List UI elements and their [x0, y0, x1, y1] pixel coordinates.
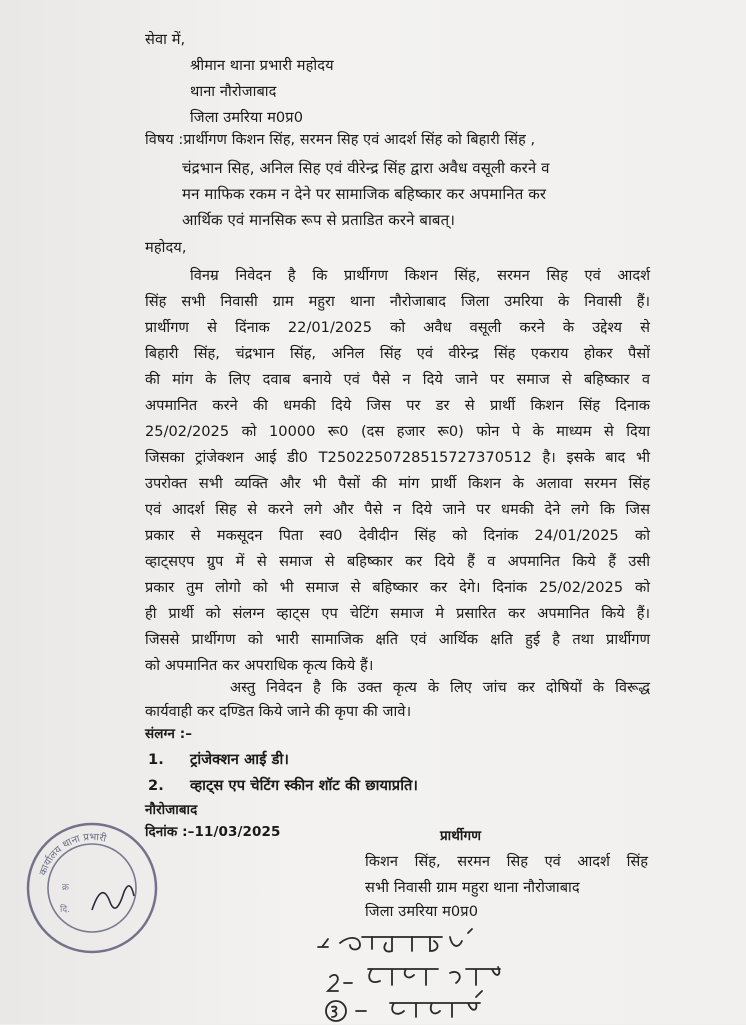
- applicants-line-3: जिला उमरिया म0प्र0: [365, 903, 479, 920]
- body-line: व्हाट्सएप ग्रुप में से समाज से बहिष्कार कर दिये हैं व अपमानित किये हैं उसी: [145, 553, 650, 570]
- applicants-heading: प्रार्थीगण: [440, 828, 482, 844]
- signature-2: [328, 967, 500, 991]
- body-line: उपरोक्त सभी व्यक्ति और भी पैसों की मांग प्रार्थी किशन के अलावा सरमन सिंह: [145, 475, 650, 492]
- body-line: को अपमानित कर अपराधिक कृत्य किये हैं।: [145, 657, 374, 674]
- applicants-line-2: सभी निवासी ग्राम महुरा थाना नौरोजाबाद: [365, 879, 580, 896]
- greeting: महोदय,: [145, 239, 187, 256]
- body-line: सिंह सभी निवासी ग्राम महुरा थाना नौरोजाबाद जिला उमरिया के निवासी हैं।: [145, 293, 650, 310]
- subject-line-2: चंद्रभान सिह, अनिल सिह एवं वीरेन्द्र सिंह द्वारा अवैध वसूली करने व: [182, 159, 550, 177]
- subject-line-4: आर्थिक एवं मानसिक रूप से प्रताडित करने बाबत्।: [182, 211, 456, 229]
- body-line: जिसका ट्रांजेक्शन आई डी0 T2502250728515727370512 है। इसके बाद भी: [145, 449, 650, 466]
- subject-line-1: विषय :प्रार्थीगण किशन सिंह, सरमन सिह एवं आदर्श सिंह को बिहारी सिंह ,: [145, 132, 536, 148]
- addressee-line-2: थाना नौरोजाबाद: [190, 83, 277, 100]
- body-line: 25/02/2025 को 10000 रू0 (दस हजार रू0) फोन पे के माध्यम से दिया: [145, 423, 650, 440]
- body-line: एवं आदर्श सिह से करने लगे और पैसे न दिये जाने पर धमकी देने लगे कि जिस: [145, 501, 650, 518]
- request-line-1: अस्तु निवेदन है कि उक्त कृत्य के लिए जांच कर दोषियों के विरूद्ध: [230, 679, 650, 696]
- enclosure-item: ट्रांजेक्शन आई डी।: [190, 751, 289, 768]
- applicants-line-1: किशन सिंह, सरमन सिह एवं आदर्श सिंह: [365, 853, 648, 870]
- body-line: विनम्र निवेदन है कि प्रार्थीगण किशन सिंह, सरमन सिह एवं आदर्श: [190, 267, 650, 284]
- svg-text:कार्यालय थाना प्रभारी: [38, 832, 108, 877]
- enclosure-number: 1.: [148, 751, 164, 768]
- addressee-line-3: जिला उमरिया म0प्र0: [190, 109, 304, 126]
- salutation: सेवा में,: [145, 31, 186, 48]
- enclosure-item: व्हाट्स एप चेटिंग स्कीन शॉट की छायाप्रति।: [190, 777, 419, 794]
- body-line: प्रार्थीगण से दिंनाक 22/01/2025 को अवैध वसूली करने के उद्देश्य से: [145, 319, 650, 336]
- body-line: जिससे प्रार्थीगण को भारी सामाजिक क्षति एवं आर्थिक क्षति हुई है तथा प्रार्थीगण: [145, 631, 650, 648]
- subject-line-3: मन माफिक रकम न देने पर सामाजिक बहिष्कार कर अपमानित कर: [182, 185, 547, 203]
- enclosures-heading: संलग्न :–: [145, 726, 193, 742]
- place: नौरोजाबाद: [145, 802, 198, 818]
- body-line: की मांग के लिए दवाब बनाये एवं पैसे न दिये जाने पर समाज से बहिष्कार व: [145, 371, 650, 388]
- stamp-text: कार्यालय थाना प्रभारी: [37, 831, 108, 878]
- body-line: ही प्रार्थी को संलग्न व्हाट्स एप चेटिंग समाज मे प्रसारित कर अपमानित किये हैं।: [145, 605, 650, 622]
- signature-3: [326, 991, 482, 1021]
- date: दिनांक :–11/03/2025: [145, 824, 281, 840]
- addressee-line-1: श्रीमान थाना प्रभारी महोदय: [190, 57, 334, 74]
- body-line: प्रकार तुम लोगो को भी समाज से बहिष्कार कर देगे। दिनांक 25/02/2025 को: [145, 579, 650, 596]
- signature-1: [318, 929, 472, 952]
- request-line-2: कार्यवाही कर दण्डित किये जाने की कृपा की जावे।: [145, 703, 412, 720]
- svg-text:क्र: क्र: [62, 883, 69, 893]
- police-stamp: [22, 818, 162, 958]
- enclosure-number: 2.: [148, 777, 164, 794]
- handwritten-signatures: [300, 925, 560, 1025]
- body-line: बिहारी सिंह, चंद्रभान सिंह, अनिल सिंह एवं वीरेन्द्र सिंह एकराय होकर पैसों: [145, 345, 650, 362]
- body-line: प्रकार से मकसूदन पिता स्व0 देवीदीन सिंह को दिनांक 24/01/2025 को: [145, 527, 650, 544]
- svg-text:दि.: दि.: [60, 905, 70, 915]
- body-line: अपमानित करने की धमकी दिये जिस पर डर से प्रार्थी किशन सिंह दिनाक: [145, 397, 650, 414]
